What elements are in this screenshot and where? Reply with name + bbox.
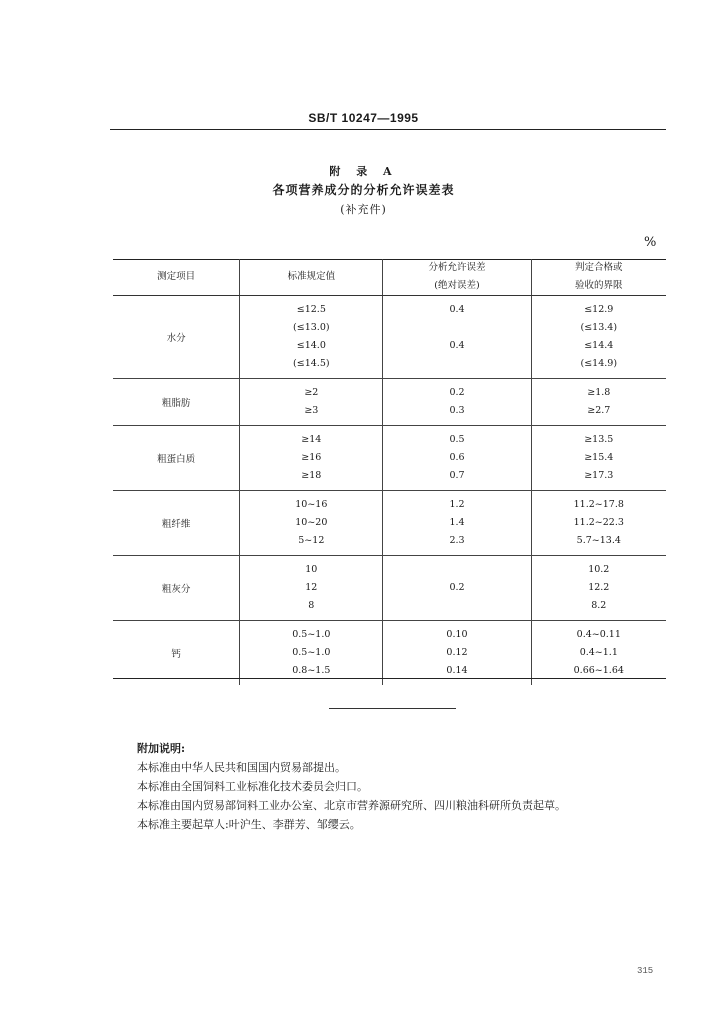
header-error-line2: (绝对误差) (434, 280, 480, 291)
notes-heading: 附加说明: (137, 742, 186, 755)
cell-error-value: 0.4 (449, 340, 465, 351)
cell-limit (531, 491, 666, 556)
cell-limit-value: (≤13.4) (580, 322, 618, 333)
cell-error (383, 556, 531, 621)
table-row (113, 379, 666, 426)
cell-limit-value: ≥13.5 (584, 434, 614, 445)
cell-standard (240, 296, 383, 379)
cell-item: 粗灰分 (113, 556, 240, 621)
notes-line: 本标准由全国饲料工业标准化技术委员会归口。 (137, 780, 368, 793)
cell-error-value: 0.10 (446, 629, 468, 640)
cell-standard-value: (≤13.0) (293, 322, 330, 333)
table-bottom-rule (113, 678, 666, 679)
cell-limit-value: ≥15.4 (584, 452, 614, 463)
appendix-title: 各项营养成分的分析允许误差表 (272, 183, 455, 197)
cell-error-value: 0.2 (449, 387, 465, 398)
cell-item: 粗脂肪 (113, 379, 240, 426)
unit-label: % (644, 235, 657, 250)
additional-notes (137, 739, 566, 834)
cell-limit (531, 426, 666, 491)
cell-standard (240, 491, 383, 556)
cell-error-value: 0.4 (449, 304, 465, 315)
cell-error-value (383, 319, 530, 337)
cell-error-value: 1.2 (449, 499, 465, 510)
page-number: 315 (637, 966, 654, 976)
header-limit-line1: 判定合格或 (575, 262, 623, 273)
cell-standard (240, 426, 383, 491)
cell-standard-value: 0.8~1.5 (292, 665, 331, 676)
cell-error (383, 379, 531, 426)
cell-error (383, 296, 531, 379)
cell-error-value: 0.2 (449, 582, 465, 593)
cell-limit-value: 5.7~13.4 (576, 535, 621, 546)
cell-error-value (383, 597, 530, 615)
cell-error-value: 2.3 (449, 535, 465, 546)
cell-standard-value: ≤14.0 (296, 340, 326, 351)
cell-standard-value: 10 (305, 564, 318, 575)
cell-error-value: 0.3 (449, 405, 465, 416)
cell-limit-value: ≤12.9 (584, 304, 614, 315)
cell-error-value (383, 355, 530, 373)
cell-standard-value: ≥3 (304, 405, 319, 416)
cell-limit (531, 296, 666, 379)
appendix-label: 附 录 A (329, 165, 398, 178)
cell-standard (240, 379, 383, 426)
cell-error-value (383, 561, 530, 579)
cell-standard-value: ≤12.5 (296, 304, 326, 315)
cell-standard-value: 0.5~1.0 (292, 629, 331, 640)
cell-error-value: 0.7 (449, 470, 465, 481)
notes-line: 本标准由中华人民共和国国内贸易部提出。 (137, 761, 346, 774)
table-row (113, 426, 666, 491)
table-row (113, 296, 666, 379)
table-row (113, 556, 666, 621)
cell-standard-value: 12 (305, 582, 318, 593)
notes-line: 本标准由国内贸易部饲料工业办公室、北京市营养源研究所、四川粮油科研所负责起草。 (137, 799, 566, 812)
cell-limit-value: ≥17.3 (584, 470, 614, 481)
cell-error-value: 0.6 (449, 452, 465, 463)
cell-standard-value: ≥14 (301, 434, 322, 445)
header-limit (531, 259, 666, 296)
cell-error (383, 426, 531, 491)
cell-standard-value: 5~12 (298, 535, 325, 546)
appendix-subtitle: (补充件) (340, 203, 387, 216)
cell-error-value: 0.14 (446, 665, 468, 676)
cell-limit (531, 379, 666, 426)
table-row (113, 491, 666, 556)
cell-error-value: 1.4 (449, 517, 465, 528)
cell-limit-value: 0.4~1.1 (579, 647, 618, 658)
cell-limit-value: 11.2~17.8 (573, 499, 624, 510)
cell-error (383, 491, 531, 556)
table-header-row (113, 259, 666, 296)
cell-standard-value: 10~16 (295, 499, 328, 510)
header-limit-line2: 验收的界限 (575, 280, 623, 291)
header-standard: 标准规定值 (240, 259, 383, 296)
cell-standard-value: (≤14.5) (293, 358, 330, 369)
cell-limit-value: 0.66~1.64 (573, 665, 624, 676)
cell-standard (240, 621, 383, 686)
cell-limit-value: 0.4~0.11 (576, 629, 621, 640)
cell-standard-value: ≥18 (301, 470, 322, 481)
end-separator (329, 708, 456, 709)
header-error-line1: 分析允许误差 (428, 262, 486, 273)
cell-limit-value: ≥1.8 (587, 387, 611, 398)
cell-standard-value: 10~20 (295, 517, 328, 528)
cell-item: 水分 (113, 296, 240, 379)
cell-limit (531, 621, 666, 686)
cell-error-value: 0.5 (449, 434, 465, 445)
cell-limit (531, 556, 666, 621)
cell-limit-value: ≥2.7 (587, 405, 611, 416)
cell-limit-value: 8.2 (591, 600, 607, 611)
cell-error-value: 0.12 (446, 647, 468, 658)
cell-item: 粗纤维 (113, 491, 240, 556)
notes-line: 本标准主要起草人:叶沪生、李群芳、邹缨云。 (137, 818, 361, 831)
cell-limit-value: 12.2 (588, 582, 610, 593)
cell-limit-value: 11.2~22.3 (573, 517, 624, 528)
standard-code: SB/T 10247—1995 (308, 111, 419, 125)
cell-standard-value: 0.5~1.0 (292, 647, 331, 658)
cell-standard-value: ≥2 (304, 387, 319, 398)
cell-standard-value: 8 (308, 600, 315, 611)
cell-limit-value: (≤14.9) (580, 358, 618, 369)
cell-item: 粗蛋白质 (113, 426, 240, 491)
cell-limit-value: 10.2 (588, 564, 610, 575)
cell-standard-value: ≥16 (301, 452, 322, 463)
tolerance-table (113, 259, 666, 685)
header-item: 测定项目 (113, 259, 240, 296)
table-row (113, 621, 666, 686)
cell-limit-value: ≤14.4 (584, 340, 614, 351)
header-rule (110, 129, 666, 130)
header-error (383, 259, 531, 296)
cell-error (383, 621, 531, 686)
cell-standard (240, 556, 383, 621)
cell-item: 钙 (113, 621, 240, 686)
